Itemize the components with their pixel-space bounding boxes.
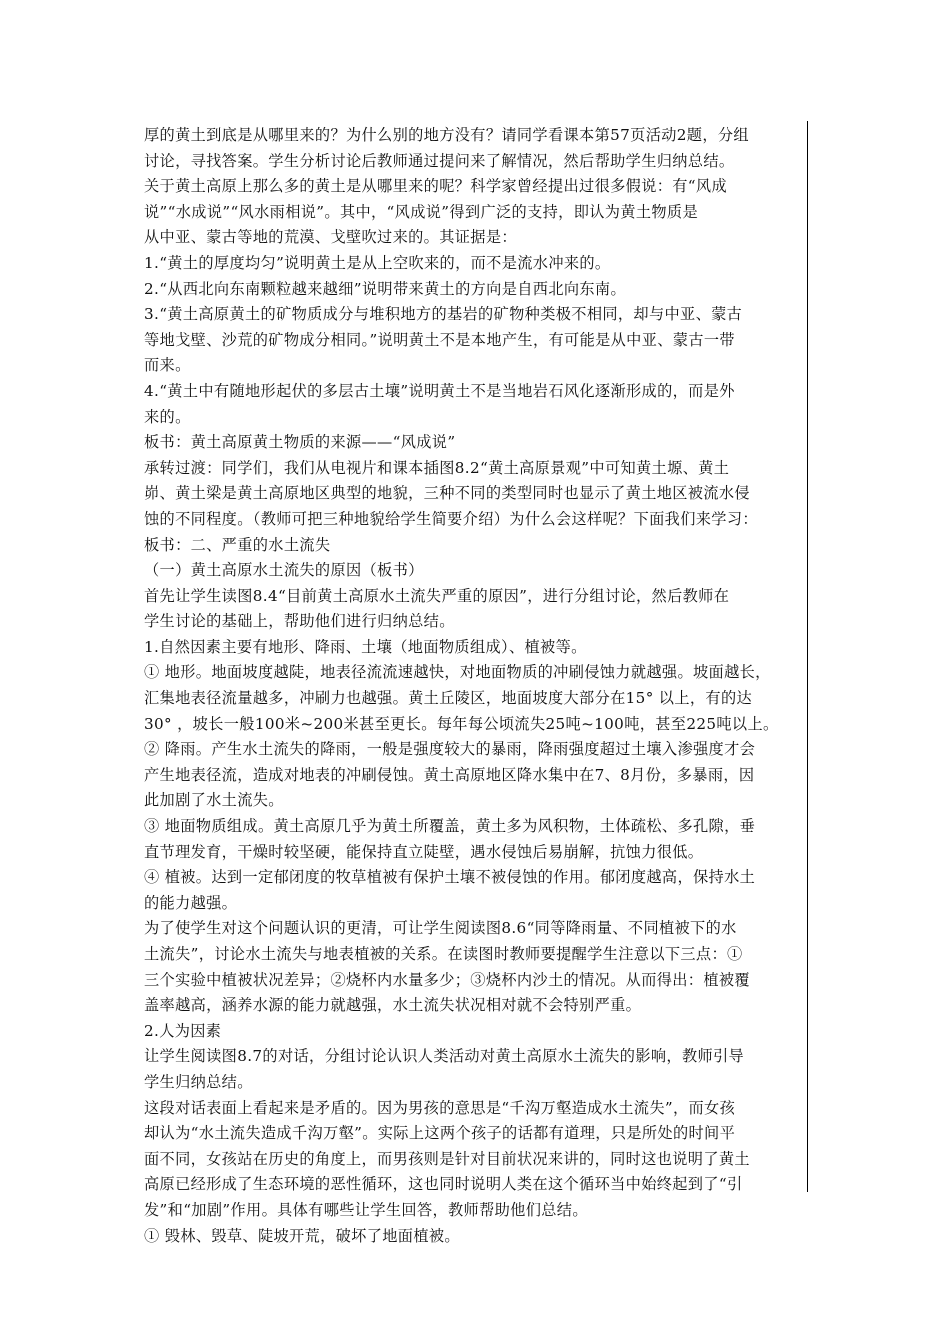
document-body [144,123,806,1249]
text-line: 此加剧了水土流失。 [144,791,284,810]
text-line: ④ 植被。达到一定郁闭度的牧草植被有保护土壤不被侵蚀的作用。郁闭度越高，保持水土 [144,868,756,887]
text-line: ① 毁林、毁草、陡坡开荒，破坏了地面植被。 [144,1226,460,1245]
text-line: 学生归纳总结。 [144,1072,253,1091]
text-line: 峁、黄土梁是黄土高原地区典型的地貌，三种不同的类型同时也显示了黄土地区被流水侵 [144,484,750,503]
text-line: 承转过渡：同学们，我们从电视片和课本插图8.2“黄土高原景观”中可知黄土塬、黄土 [144,458,730,477]
text-line: 让学生阅读图8.7的对话，分组讨论认识人类活动对黄土高原水土流失的影响，教师引导 [144,1047,745,1066]
text-line: 面不同，女孩站在历史的角度上，而男孩则是针对目前状况来讲的，同时这也说明了黄土 [144,1149,750,1168]
text-line: 蚀的不同程度。（教师可把三种地貌给学生简要介绍）为什么会这样呢？下面我们来学习： [144,509,758,528]
text-line: 三个实验中植被状况差异；②烧杯内水量多少；③烧杯内沙土的情况。从而得出：植被覆 [144,970,750,989]
text-line: 厚的黄土到底是从哪里来的？为什么别的地方没有？请同学看课本第57页活动2题，分组 [144,126,749,144]
text-line: 高原已经形成了生态环境的恶性循环，这也同时说明人类在这个循环当中始终起到了“引 [144,1175,743,1194]
text-line: 4.“黄土中有随地形起伏的多层古土壤”说明黄土不是当地岩石风化逐渐形成的，而是外 [144,381,735,400]
text-line: 却认为“水土流失造成千沟万壑”。实际上这两个孩子的话都有道理，只是所处的时间平 [144,1124,736,1143]
text-line: 说”“水成说”“风水雨相说”。其中，“风成说”得到广泛的支持，即认为黄土物质是 [144,202,698,221]
text-line: 而来。 [144,356,191,375]
text-line: 汇集地表径流量越多，冲刷力也越强。黄土丘陵区，地面坡度大部分在15° 以上，有的达 [144,689,753,708]
text-line: 首先让学生读图8.4“目前黄土高原水土流失严重的原因”，进行分组讨论，然后教师在 [144,586,730,605]
text-line: 讨论，寻找答案。学生分析讨论后教师通过提问来了解情况，然后帮助学生归纳总结。 [144,151,735,170]
text-line: 3.“黄土高原黄土的矿物质成分与堆积地方的基岩的矿物种类极不相同，却与中亚、蒙古 [144,305,743,324]
text-line: ② 降雨。产生水土流失的降雨，一般是强度较大的暴雨，降雨强度超过土壤入渗强度才会 [144,740,756,759]
text-line: 的能力越强。 [144,893,238,912]
text-line: 关于黄土高原上那么多的黄土是从哪里来的呢？科学家曾经提出过很多假说：有“风成 [144,177,728,196]
text-line: 为了使学生对这个问题认识的更清，可让学生阅读图8.6“同等降雨量、不同植被下的水 [144,919,737,938]
text-line: 学生讨论的基础上，帮助他们进行归纳总结。 [144,612,455,631]
text-line: 等地戈壁、沙荒的矿物成分相同。”说明黄土不是本地产生，有可能是从中亚、蒙古一带 [144,330,735,349]
text-line: 产生地表径流，造成对地表的冲刷侵蚀。黄土高原地区降水集中在7、8月份，多暴雨，因 [144,765,755,784]
text-line: 盖率越高，涵养水源的能力就越强，水土流失状况相对就不会特别严重。 [144,996,642,1015]
text-line: 土流失”，讨论水土流失与地表植被的关系。在读图时教师要提醒学生注意以下三点：① [144,945,743,963]
text-line: 这段对话表面上看起来是矛盾的。因为男孩的意思是“千沟万壑造成水土流失”，而女孩 [144,1098,736,1117]
text-line: 1.自然因素主要有地形、降雨、土壤（地面物质组成）、植被等。 [144,637,587,656]
text-line: 1.“黄土的厚度均匀”说明黄土是从上空吹来的，而不是流水冲来的。 [144,253,611,272]
text-line: （一）黄土高原水土流失的原因（板书） [144,561,424,580]
text-line: ① 地形。地面坡度越陡，地表径流流速越快，对地面物质的冲刷侵蚀力就越强。坡面越长， [144,663,771,682]
text-line: 直节理发育，干燥时较坚硬，能保持直立陡壁，遇水侵蚀后易崩解，抗蚀力很低。 [144,842,704,861]
text-line: 板书：黄土高原黄土物质的来源——“风成说” [144,433,456,452]
text-line: 来的。 [144,407,191,426]
text-line: 发”和“加剧”作用。具体有哪些让学生回答，教师帮助他们总结。 [144,1200,588,1219]
text-line: ③ 地面物质组成。黄土高原几乎为黄土所覆盖，黄土多为风积物，土体疏松、多孔隙，垂 [144,817,756,836]
table-right-border [807,121,808,1192]
text-line: 板书：二、严重的水土流失 [144,535,331,554]
text-line: 从中亚、蒙古等地的荒漠、戈壁吹过来的。其证据是： [144,228,517,247]
text-line: 2.人为因素 [144,1021,222,1040]
text-line: 2.“从西北向东南颗粒越来越细”说明带来黄土的方向是自西北向东南。 [144,279,627,298]
text-line: 30° ，坡长一般100米~200米甚至更长。每年每公顷流失25吨~100吨，甚至225吨以上。 [144,714,779,733]
